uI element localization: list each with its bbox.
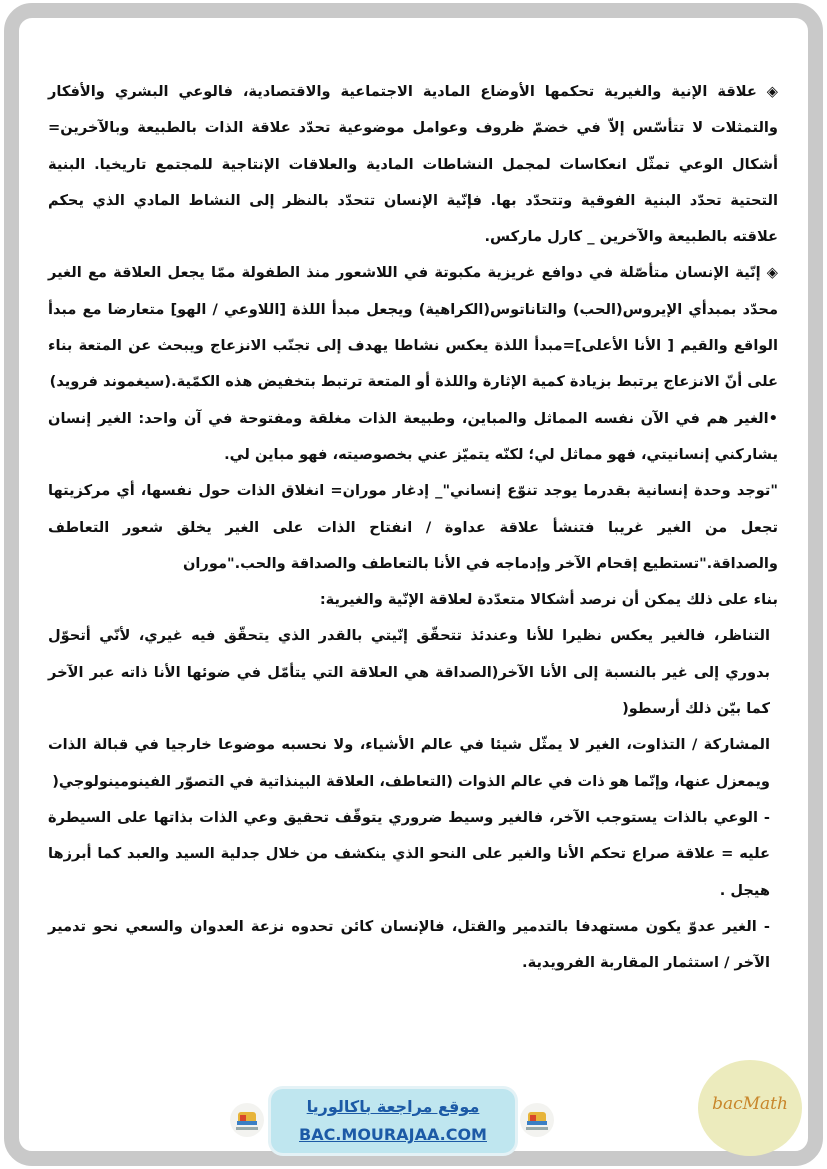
right-small-logo-icon	[520, 1103, 554, 1137]
paragraph-freud: ◈ إنّية الإنسان متأصّلة في دوافع غريزية مكبوتة في اللاشعور منذ الطفولة ممّا يجعل العلاقة مع الغير محدّد بمبدأي الإيروس(الحب) والتاناتوس(الكراهية) ويجعل مبدأ اللذة [اللاوعي / الهو] متعارضا مع مبدأ الواقع والقيم [ الأنا الأعلى]=مبدأ اللذة يعكس نشاطا يهدف إلى تجنّب الانزعاج ويبحث عن المتعة بناء على أنّ الانزعاج يرتبط بزيادة كمية الإثارة واللذة أو المتعة ترتبط بتخفيض هذه الكمّية.(سيغموند فرويد)	[48, 264, 778, 391]
list-item-symmetry: التناظر، فالغير يعكس نظيرا للأنا وعندئذ تتحقّق إنّيتي بالقدر الذي يتحقّق فيه غيري، لأنّي أتحوّل بدوري إلى غير بالنسبة إلى الأنا الآخر(الصداقة هي العلاقة التي يتأمّل في ضوئها الأنا ذاته عبر الآخر كما بيّن ذلك أرسطو(	[48, 627, 770, 718]
document-body	[48, 74, 778, 981]
bacmath-logo-text: bacMath	[712, 1094, 788, 1114]
footer-site-banner[interactable]	[271, 1089, 515, 1153]
list-item-intersubjectivity: المشاركة / التذاوت، الغير لا يمثّل شيئا في عالم الأشياء، ولا نحسبه موضوعا خارجيا في قبالة الذات ويمعزل عنها، وإنّما هو ذات في عالم الذوات (التعاطف، العلاقة البينذاتية في التصوّر الفينومينولوجي(	[48, 736, 770, 790]
paragraph-morin: "توجد وحدة إنسانية بقدرما يوجد تنوّع إنساني"_ إدغار موران= انغلاق الذات حول نفسها، أي مركزيتها تجعل من الغير غريبا فتنشأ علاقة عداوة / انفتاح الذات على الغير يخلق شعور التعاطف والصداقة."تستطيع إقحام الآخر وإدماجه في الأنا بالتعاطف والصداقة والحب."موران	[48, 482, 778, 572]
paragraph-forms-intro: بناء على ذلك يمكن أن نرصد أشكالا متعدّدة لعلاقة الإنّية والغيرية:	[319, 591, 778, 609]
paragraph-marx: ◈ علاقة الإنية والغيرية تحكمها الأوضاع المادية الاجتماعية والاقتصادية، فالوعي البشري والأفكار والتمثلات لا تتأسّس إلاّ في خضمّ ظروف وعوامل موضوعية تحدّد علاقة الذات بالطبيعة وبالآخرين= أشكال الوعي تمثّل انعكاسات لمجمل النشاطات المادية والعلاقات الإنتاجية للمجتمع تاريخيا. البنية التحتية تحدّد البنية الفوقية وتتحدّد بها. فإنّية الإنسان تتحدّد بالنظر إلى النشاط المادي الذي يحكم علاقته بالطبيعة والآخرين _ كارل ماركس.	[48, 83, 778, 246]
list-item-hegel: - الوعي بالذات يستوجب الآخر، فالغير وسيط ضروري يتوقّف تحقيق وعي الذات بذاتها على السيطرة عليه = علاقة صراع تحكم الأنا والغير على النحو الذي ينكشف من خلال جدلية السيد والعبد كما أبرزها هيجل .	[48, 808, 770, 899]
list-item-enemy: - الغير عدوّ يكون مستهدفا بالتدمير والقتل، فالإنسان كائن تحدوه نزعة العدوان والسعي نحو تدمير الآخر / استثمار المقاربة الفرويدية.	[48, 917, 770, 972]
paragraph-other-definition: •الغير هم في الآن نفسه المماثل والمباين، وطبيعة الذات مغلقة ومفتوحة في آن واحد: الغير إنسان يشاركني إنسانيتي، فهو مماثل لي؛ لكنّه يتميّز عني بخصوصيته، فهو مباين لي.	[48, 409, 778, 463]
bacmath-logo	[698, 1060, 802, 1156]
footer-site-name[interactable]: موقع مراجعة باكالوريا	[306, 1097, 480, 1116]
footer-site-url[interactable]: BAC.MOURAJAA.COM	[299, 1125, 487, 1144]
left-small-logo-icon	[230, 1103, 264, 1137]
